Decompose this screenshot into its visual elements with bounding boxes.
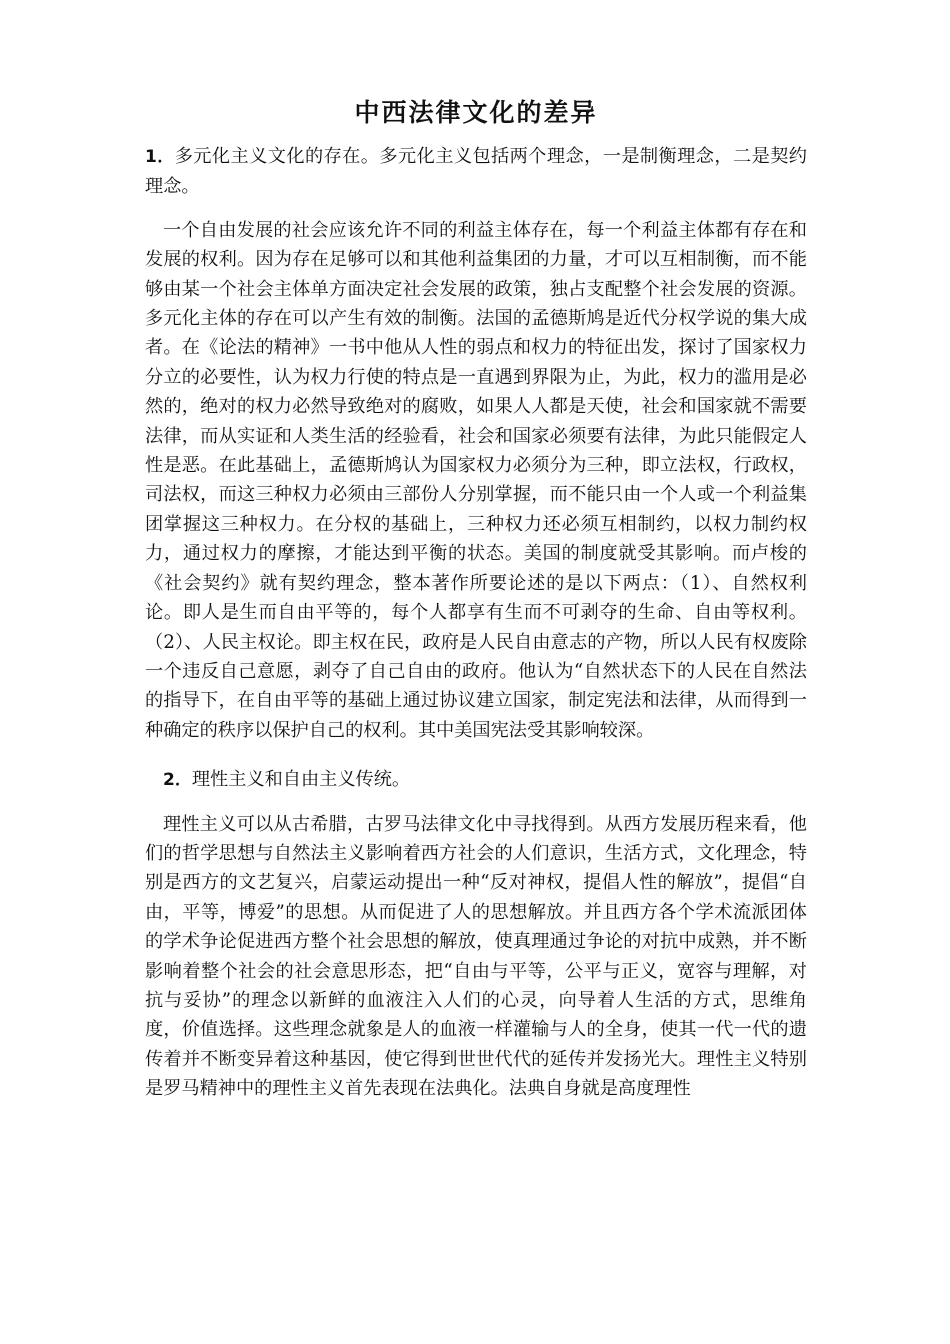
section-2-heading-text: 理性主义和自由主义传统。 (191, 769, 411, 791)
section-1-body: 一个自由发展的社会应该允许不同的利益主体存在，每一个利益主体都有存在和发展的权利。因为存在足够可以和其他利益集团的力量，才可以互相制衡，而不能够由某一个社会主体单方面决定社会发展的政策，独占支配整个社会发展的资源。多元化主体的存在可以产生有效的制衡。法国的孟德斯鸠是近代分权学说的集大成者。在《论法的精神》一书中他从人性的弱点和权力的特征出发，探讨了国家权力分立的必要性，认为权力行使的特点是一直遇到界限为止，为此，权力的滥用是必然的，绝对的权力必然导致绝对的腐败，如果人人都是天使，社会和国家就不需要法律，而从实证和人类生活的经验看，社会和国家必须要有法律，为此只能假定人性是恶。在此基础上，孟德斯鸠认为国家权力必须分为三种，即立法权，行政权，司法权，而这三种权力必须由三部份人分别掌握，而不能只由一个人或一个利益集团掌握这三种权力。在分权的基础上，三种权力还必须互相制约，以权力制约权力，通过权力的摩擦，才能达到平衡的状态。美国的制度就受其影响。而卢梭的《社会契约》就有契约理念，整本著作所要论述的是以下两点：（1）、自然权利论。即人是生而自由平等的，每个人都享有生而不可剥夺的生命、自由等权利。（2）、人民主权论。即主权在民，政府是人民自由意志的产物，所以人民有权废除一个违反自己意愿，剥夺了自己自由的政府。他认为“自然状态下的人民在自然法的指导下，在自由平等的基础上通过协议建立国家，制定宪法和法律，从而得到一种确定的秩序以保护自己的权利。其中美国宪法受其影响较深。 (145, 219, 807, 741)
section-2-heading (145, 765, 807, 795)
document-title: 中西法律文化的差异 (354, 98, 598, 127)
section-1-number: 1． (145, 147, 175, 167)
section-1-heading (145, 142, 807, 202)
section-1-heading-text: 多元化主义文化的存在。多元化主义包括两个理念，一是制衡理念，二是契约理念。 (145, 146, 807, 198)
document-page (145, 96, 807, 1124)
section-2-number: 2． (163, 770, 192, 791)
section-2-body: 理性主义可以从古希腊，古罗马法律文化中寻找得到。从西方发展历程来看，他们的哲学思想与自然法主义影响着西方社会的人们意识，生活方式，文化理念，特别是西方的文艺复兴，启蒙运动提出一种“反对神权，提倡人性的解放”，提倡“自由，平等，博爱”的思想。从而促进了人的思想解放。并且西方各个学术流派团体的学术争论促进西方整个社会思想的解放，使真理通过争论的对抗中成熟，并不断影响着整个社会的社会意思形态，把“自由与平等，公平与正义，宽容与理解，对抗与妥协”的理念以新鲜的血液注入人们的心灵，向导着人生活的方式，思维角度，价值选择。这些理念就象是人的血液一样灌输与人的全身，使其一代一代的遗传着并不断变异着这种基因，使它得到世世代代的延传并发扬光大。理性主义特别是罗马精神中的理性主义首先表现在法典化。法典自身就是高度理性 (145, 813, 807, 1100)
